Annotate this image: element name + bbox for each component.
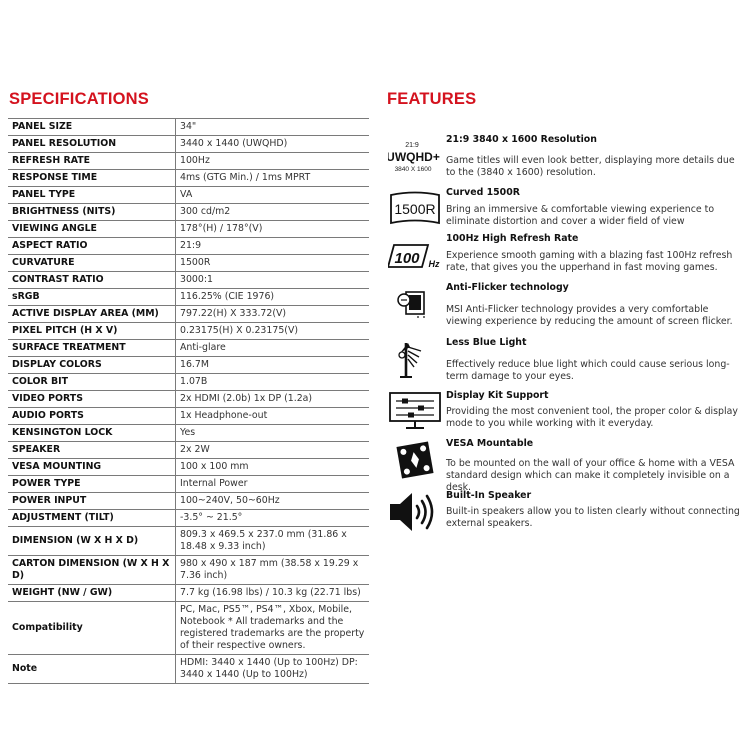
spec-value: 100 x 100 mm — [176, 459, 370, 476]
spec-label: SURFACE TREATMENT — [8, 340, 176, 357]
spec-row — [8, 204, 369, 221]
spec-label: sRGB — [8, 289, 176, 306]
spec-row — [8, 391, 369, 408]
spec-label: AUDIO PORTS — [8, 408, 176, 425]
spec-value: -3.5° ~ 21.5° — [176, 510, 370, 527]
spec-value: 1500R — [176, 255, 370, 272]
feature-description: Bring an immersive & comfortable viewing experience to eliminate distortion and cover a wider field of view — [446, 204, 715, 227]
spec-value: 21:9 — [176, 238, 370, 255]
spec-value: 1.07B — [176, 374, 370, 391]
vesa-icon — [388, 438, 440, 482]
spec-value: 980 x 490 x 187 mm (38.58 x 19.29 x 7.36 inch) — [176, 556, 370, 585]
feature-speaker — [388, 490, 744, 540]
spec-value: 797.22(H) X 333.72(V) — [176, 306, 370, 323]
spec-row — [8, 187, 369, 204]
spec-value: 4ms (GTG Min.) / 1ms MPRT — [176, 170, 370, 187]
spec-label: COLOR BIT — [8, 374, 176, 391]
feature-description: Game titles will even look better, displaying more details due to the (3840 x 1600) resolution. — [446, 155, 735, 178]
feature-description: Built-in speakers allow you to listen clearly without connecting external speakers. — [446, 506, 740, 529]
spec-value: VA — [176, 187, 370, 204]
feature-vesa — [388, 438, 744, 493]
spec-value: 34" — [176, 119, 370, 136]
specifications-table — [8, 118, 369, 684]
curved-icon — [388, 187, 440, 231]
spec-label: VIEWING ANGLE — [8, 221, 176, 238]
svg-text:Hz: Hz — [428, 259, 440, 269]
feature-description: Experience smooth gaming with a blazing fast 100Hz refresh rate, that gives you the upperhand in fast moving games. — [446, 250, 733, 273]
spec-label: DIMENSION (W X H X D) — [8, 527, 176, 556]
spec-row — [8, 153, 369, 170]
spec-row — [8, 357, 369, 374]
spec-label: KENSINGTON LOCK — [8, 425, 176, 442]
feature-title: Anti-Flicker technology — [446, 282, 569, 293]
spec-label: ADJUSTMENT (TILT) — [8, 510, 176, 527]
spec-label: POWER INPUT — [8, 493, 176, 510]
spec-label: REFRESH RATE — [8, 153, 176, 170]
spec-row — [8, 170, 369, 187]
spec-label: Compatibility — [8, 602, 176, 655]
spec-row — [8, 425, 369, 442]
svg-text:21:9: 21:9 — [405, 142, 419, 149]
feature-description: Effectively reduce blue light which could cause serious long-term damage to your eyes. — [446, 359, 730, 382]
spec-value: 809.3 x 469.5 x 237.0 mm (31.86 x 18.48 x 9.33 inch) — [176, 527, 370, 556]
feature-title: VESA Mountable — [446, 438, 534, 449]
spec-row — [8, 493, 369, 510]
spec-row — [8, 556, 369, 585]
spec-row — [8, 655, 369, 684]
spec-row — [8, 289, 369, 306]
spec-value: 3000:1 — [176, 272, 370, 289]
feature-title: Curved 1500R — [446, 187, 520, 198]
spec-value: Internal Power — [176, 476, 370, 493]
svg-text:3840 X 1600: 3840 X 1600 — [394, 166, 432, 173]
spec-value: 16.7M — [176, 357, 370, 374]
spec-value: Yes — [176, 425, 370, 442]
spec-row — [8, 602, 369, 655]
spec-row — [8, 255, 369, 272]
refresh-rate-icon — [388, 233, 440, 277]
feature-refresh-rate — [388, 233, 744, 283]
spec-value: 116.25% (CIE 1976) — [176, 289, 370, 306]
spec-label: DISPLAY COLORS — [8, 357, 176, 374]
spec-value: HDMI: 3440 x 1440 (Up to 100Hz) DP: 3440 x 1440 (Up to 100Hz) — [176, 655, 370, 684]
feature-title: 100Hz High Refresh Rate — [446, 233, 579, 244]
spec-label: VESA MOUNTING — [8, 459, 176, 476]
spec-value: 300 cd/m2 — [176, 204, 370, 221]
feature-less-blue-light — [388, 337, 744, 387]
speaker-icon — [388, 490, 440, 534]
anti-flicker-icon — [388, 282, 440, 326]
spec-row — [8, 136, 369, 153]
spec-row — [8, 119, 369, 136]
spec-row — [8, 340, 369, 357]
spec-value: 100Hz — [176, 153, 370, 170]
spec-value: 100~240V, 50~60Hz — [176, 493, 370, 510]
spec-label: POWER TYPE — [8, 476, 176, 493]
feature-description: Providing the most convenient tool, the proper color & display mode to you while working with it everyday. — [446, 406, 738, 429]
spec-row — [8, 527, 369, 556]
spec-label: PIXEL PITCH (H X V) — [8, 323, 176, 340]
features-heading: FEATURES — [387, 90, 477, 108]
spec-value: 178°(H) / 178°(V) — [176, 221, 370, 238]
spec-label: BRIGHTNESS (NITS) — [8, 204, 176, 221]
feature-resolution — [388, 134, 744, 184]
svg-text:UWQHD+: UWQHD+ — [388, 150, 440, 164]
feature-anti-flicker — [388, 282, 744, 332]
spec-value: 2x HDMI (2.0b) 1x DP (1.2a) — [176, 391, 370, 408]
feature-title: Less Blue Light — [446, 337, 527, 348]
spec-row — [8, 238, 369, 255]
spec-label: CONTRAST RATIO — [8, 272, 176, 289]
spec-label: CURVATURE — [8, 255, 176, 272]
spec-value: PC, Mac, PS5™, PS4™, Xbox, Mobile, Notebook * All trademarks and the registered trademarks are the property of their respective owners. — [176, 602, 370, 655]
feature-title: 21:9 3840 x 1600 Resolution — [446, 134, 597, 145]
spec-label: Note — [8, 655, 176, 684]
spec-label: PANEL RESOLUTION — [8, 136, 176, 153]
spec-row — [8, 408, 369, 425]
feature-display-kit — [388, 390, 744, 440]
display-kit-icon — [388, 390, 440, 434]
svg-text:100: 100 — [394, 250, 420, 267]
spec-label: SPEAKER — [8, 442, 176, 459]
spec-row — [8, 585, 369, 602]
spec-row — [8, 221, 369, 238]
spec-label: VIDEO PORTS — [8, 391, 176, 408]
spec-row — [8, 374, 369, 391]
spec-row — [8, 476, 369, 493]
feature-description: MSI Anti-Flicker technology provides a very comfortable viewing experience by reducing the amount of screen flicker. — [446, 304, 733, 327]
spec-value: 0.23175(H) X 0.23175(V) — [176, 323, 370, 340]
spec-row — [8, 442, 369, 459]
spec-label: PANEL SIZE — [8, 119, 176, 136]
spec-label: ASPECT RATIO — [8, 238, 176, 255]
svg-text:1500R: 1500R — [394, 201, 436, 217]
spec-row — [8, 272, 369, 289]
feature-title: Display Kit Support — [446, 390, 549, 401]
spec-value: Anti-glare — [176, 340, 370, 357]
spec-label: RESPONSE TIME — [8, 170, 176, 187]
spec-label: CARTON DIMENSION (W X H X D) — [8, 556, 176, 585]
specifications-heading: SPECIFICATIONS — [9, 90, 150, 108]
feature-curved — [388, 187, 744, 237]
spec-row — [8, 306, 369, 323]
spec-label: ACTIVE DISPLAY AREA (MM) — [8, 306, 176, 323]
less-blue-light-icon — [388, 337, 440, 381]
feature-description: To be mounted on the wall of your office & home with a VESA standard design which can make it completely invisible on a desk. — [446, 458, 735, 493]
spec-row — [8, 323, 369, 340]
spec-row — [8, 510, 369, 527]
uwqhd-icon — [388, 134, 440, 178]
spec-label: PANEL TYPE — [8, 187, 176, 204]
spec-value: 1x Headphone-out — [176, 408, 370, 425]
spec-row — [8, 459, 369, 476]
spec-value: 2x 2W — [176, 442, 370, 459]
spec-value: 3440 x 1440 (UWQHD) — [176, 136, 370, 153]
spec-label: WEIGHT (NW / GW) — [8, 585, 176, 602]
spec-value: 7.7 kg (16.98 lbs) / 10.3 kg (22.71 lbs) — [176, 585, 370, 602]
feature-title: Built-In Speaker — [446, 490, 532, 501]
